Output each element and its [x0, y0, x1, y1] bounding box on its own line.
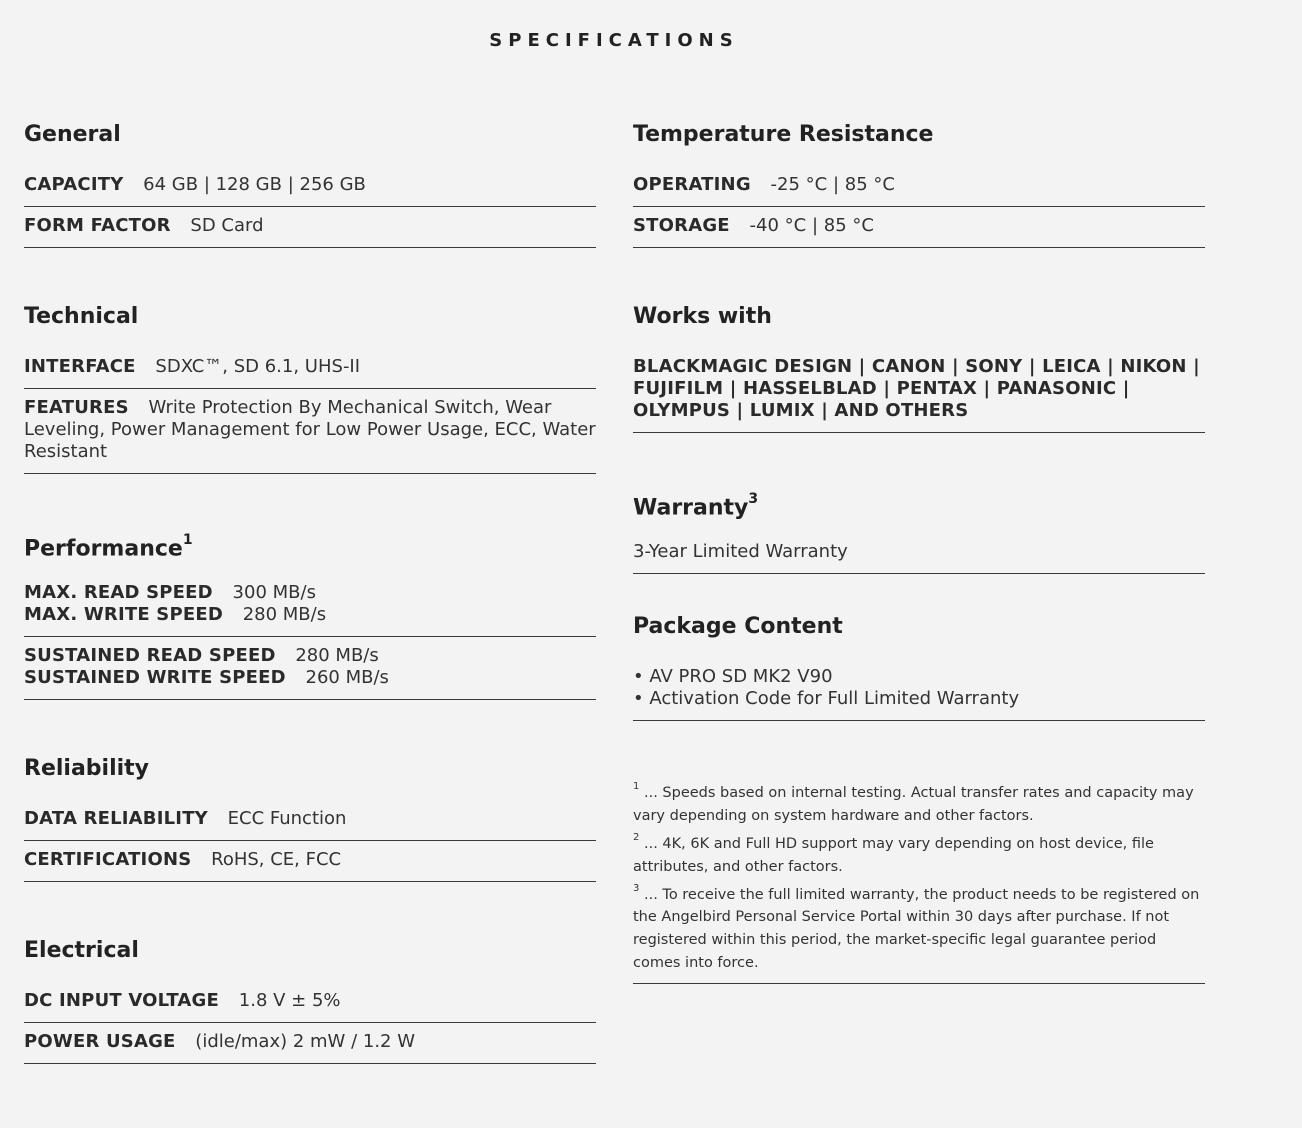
spec-value: 260 MB/s: [305, 667, 389, 688]
section-title-electrical: Electrical: [24, 938, 139, 963]
right-column: [633, 118, 1205, 984]
section-title-package: Package Content: [633, 614, 843, 639]
section-electrical: [24, 934, 596, 1064]
spec-value: 3-Year Limited Warranty: [633, 541, 848, 562]
section-temperature: [633, 118, 1205, 248]
section-works-with: [633, 300, 1205, 433]
spec-value: (idle/max) 2 mW / 1.2 W: [195, 1031, 416, 1052]
section-title-warranty: Warranty$^3$: [633, 491, 759, 521]
section-technical: [24, 300, 596, 474]
list-item: • AV PRO SD MK2 V90: [633, 666, 833, 687]
section-general: [24, 118, 596, 248]
spec-row-power-usage: [24, 1023, 596, 1064]
spec-label: OPERATING: [633, 174, 751, 195]
spec-row-operating: [633, 174, 1205, 207]
footnote-2: $^2$ ... 4K, 6K and Full HD support may vary depending on host device, file attributes, and other factors.: [633, 831, 1154, 875]
spec-row-capacity: [24, 174, 596, 207]
compatible-brands: [633, 356, 1205, 433]
spec-row-features: [24, 389, 596, 474]
spec-row-storage: [633, 207, 1205, 248]
section-title-reliability: Reliability: [24, 756, 150, 781]
section-title-works-with: Works with: [633, 304, 772, 329]
spec-label: MAX. READ SPEED: [24, 582, 213, 603]
footnote-ref: 1: [182, 532, 193, 548]
spec-value: RoHS, CE, FCC: [211, 849, 342, 870]
spec-label: DC INPUT VOLTAGE: [24, 990, 220, 1011]
spec-value: 300 MB/s: [232, 582, 316, 603]
list-item: • Activation Code for Full Limited Warranty: [633, 688, 1020, 709]
footnote-1: $^1$ ... Speeds based on internal testing. Actual transfer rates and capacity may vary depending on system hardware and other factors.: [633, 781, 1194, 824]
spec-label: STORAGE: [633, 215, 730, 236]
spec-value: Write Protection By Mechanical Switch, Wear Leveling, Power Management for Low Power Usage, ECC, Water Resistant: [24, 397, 596, 462]
spec-label: CERTIFICATIONS: [24, 849, 192, 870]
spec-label: SUSTAINED READ SPEED: [24, 645, 276, 666]
spec-row-certifications: [24, 841, 596, 882]
spec-label: INTERFACE: [24, 356, 136, 377]
section-reliability: [24, 752, 596, 882]
section-package: [633, 610, 1205, 721]
spec-label: POWER USAGE: [24, 1031, 176, 1052]
spec-row-form-factor: [24, 207, 596, 248]
brand-line: BLACKMAGIC DESIGN | CANON | SONY | LEICA | NIKON |: [633, 356, 1200, 377]
spec-row-interface: [24, 356, 596, 389]
section-performance: [24, 526, 596, 700]
brand-line: OLYMPUS | LUMIX | AND OTHERS: [633, 400, 969, 421]
spec-value: 64 GB | 128 GB | 256 GB: [143, 174, 366, 195]
spec-value: SDXC™, SD 6.1, UHS-II: [155, 356, 361, 377]
brand-line: FUJIFILM | HASSELBLAD | PENTAX | PANASONIC |: [633, 378, 1130, 399]
left-column: [24, 118, 596, 1064]
spec-row-warranty: [633, 541, 1205, 574]
spec-label: CAPACITY: [24, 174, 124, 195]
spec-row-max-speed: [24, 582, 596, 637]
section-title-performance: Performance$^1$: [24, 532, 193, 562]
page-title: SPECIFICATIONS: [489, 30, 739, 51]
spec-label: DATA RELIABILITY: [24, 808, 208, 829]
section-warranty: [633, 485, 1205, 574]
spec-value: 280 MB/s: [295, 645, 379, 666]
spec-label: SUSTAINED WRITE SPEED: [24, 667, 286, 688]
section-title-general: General: [24, 122, 121, 147]
spec-value: SD Card: [190, 215, 264, 236]
spec-value: 280 MB/s: [242, 604, 327, 625]
spec-label: FEATURES: [24, 397, 129, 418]
section-title-technical: Technical: [24, 304, 139, 329]
footnotes: [633, 777, 1205, 984]
spec-row-dc-input: [24, 990, 596, 1023]
spec-row-data-reliability: [24, 808, 596, 841]
footnote-ref: 3: [748, 491, 759, 507]
spec-value: -25 °C | 85 °C: [770, 174, 895, 195]
spec-value: -40 °C | 85 °C: [749, 215, 874, 236]
spec-value: 1.8 V ± 5%: [238, 990, 341, 1011]
spec-label: MAX. WRITE SPEED: [24, 604, 223, 625]
spec-row-sustained-speed: [24, 637, 596, 700]
footnote-3: $^3$ ... To receive the full limited warranty, the product needs to be registered on the Angelbird Personal Service Portal within 30 days after purchase. If not registered within this period, the market-specific legal guarantee period comes into force.: [633, 882, 1200, 972]
package-list: [633, 666, 1205, 721]
spec-label: FORM FACTOR: [24, 215, 171, 236]
section-title-temperature: Temperature Resistance: [633, 122, 934, 147]
spec-value: ECC Function: [227, 808, 347, 829]
